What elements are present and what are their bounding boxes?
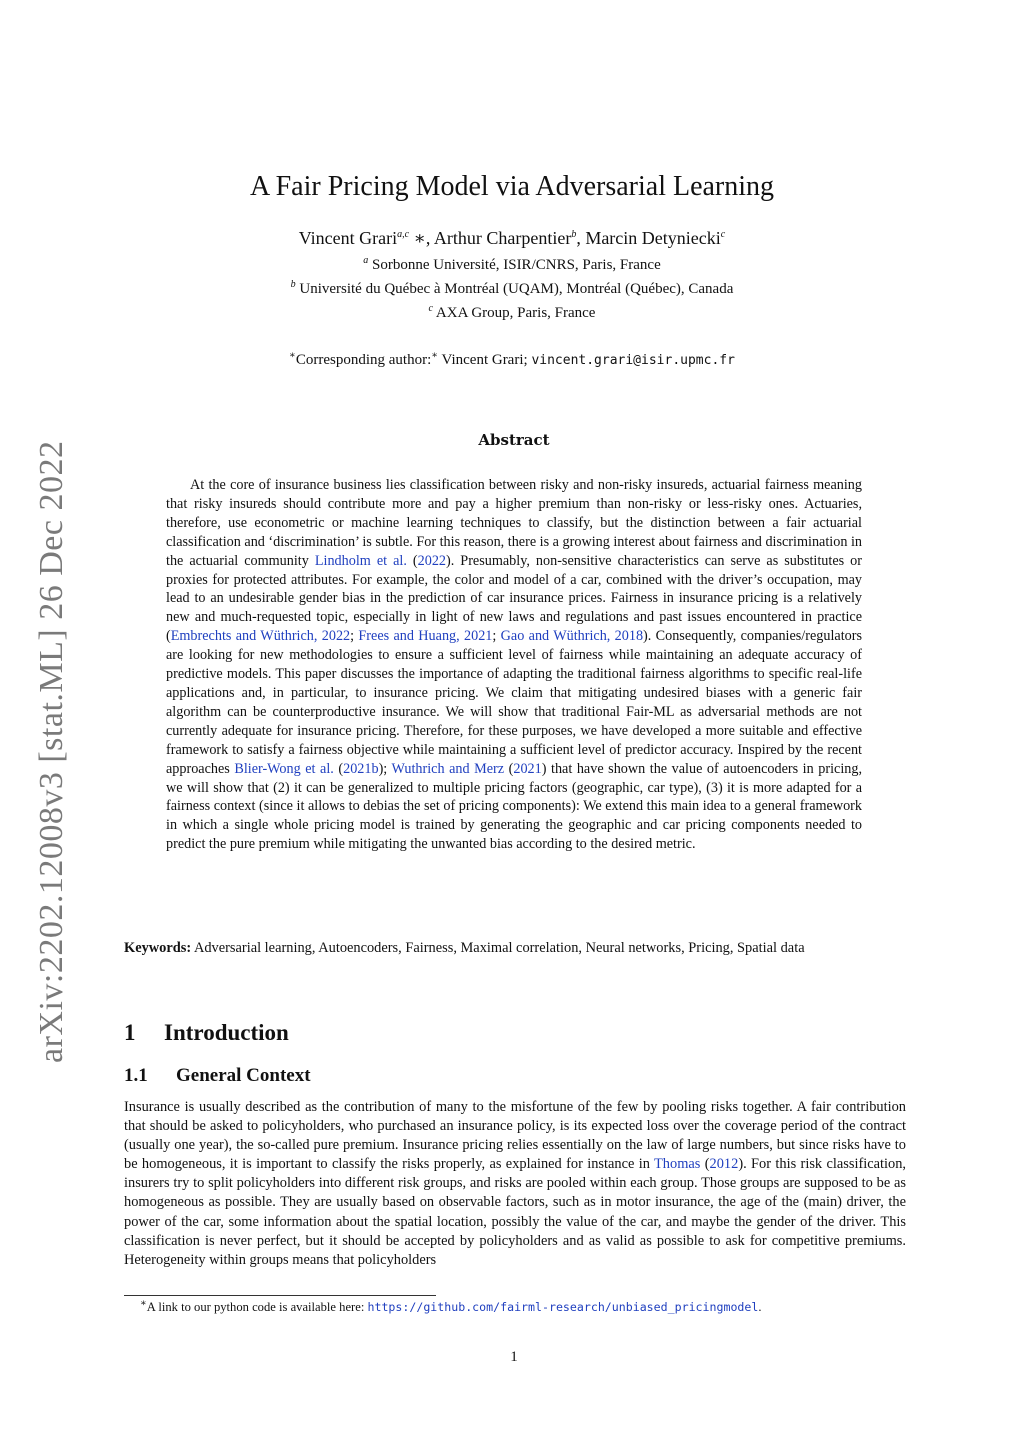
author-affil-mark: b	[571, 229, 577, 240]
section-heading	[124, 1020, 289, 1046]
footnote	[140, 1297, 762, 1315]
abstract-text: At the core of insurance business lies classification between risky and non-risky insureds, actuarial fairness meaning that risky insureds should contribute more and pay a higher premium than non-risky or less-risky ones. Actuaries, therefore, use econometric or machine learning techniques to classify, but the distinction between a fair actuarial classification and ‘discrimination’ is subtle. For this reason, there is a growing interest about fairness and discrimination in the actuarial community	[166, 477, 862, 569]
abstract-body: At the core of insurance business lies classification between risky and non-risky insureds, actuarial fairness meaning that risky insureds should contribute more and pay a higher premium than non-risky or less-risky ones. Actuaries, therefore, use econometric or machine learning techniques to classify, but the distinction between a fair actuarial classification and ‘discrimination’ is subtle. For this reason, there is a growing interest about fairness and discrimination in the actuarial community Lindholm et al. (2022). Presumably, non-sensitive characteristics can serve as substitutes or proxies for protected attributes. For example, the color and model of a car, combined with the driver’s occupation, may lead to an undesirable gender bias in the prediction of car insurance prices. Fairness in insurance pricing is a relatively new and much-requested topic, especially in light of new laws and regulations and past issues encountered in practice (Embrechts and Wüthrich, 2022; Frees and Huang, 2021; Gao and Wüthrich, 2018). Consequently, companies/regulators are looking for new methodologies to ensure a sufficient level of fairness while maintaining an adequate accuracy of predictive models. This paper discusses the importance of adapting the traditional fairness algorithms to specific real-life applications and, in particular, to insurance pricing. We claim that mitigating undesired biases with a generic fair algorithm can be counterproductive insurance. We will show that traditional Fair-ML as adversarial methods are not currently adequate for insurance pricing. Therefore, for these purposes, we have developed a more suitable and effective framework to satisfy a fairness objective while maintaining a sufficient level of predictor accuracy. Inspired by the recent approaches Blier-Wong et al. (2021b); Wuthrich and Merz (2021) that have shown the value of autoencoders in pricing, we will show that (2) it can be generalized to multiple pricing factors (geographic, car type), (3) it is more adapted for a fairness context (since it allows to debias the set of pricing components): We extend this main idea to a general framework in which a single whole pricing model is trained by generating the geographic and car pricing components needed to predict the pure premium while mitigating the unwanted bias according to the desired metric.	[166, 477, 862, 853]
page-number: 1	[510, 1349, 518, 1365]
author-corresponding-mark: ∗	[409, 228, 426, 248]
affiliation-mark: a	[363, 255, 369, 266]
citation-link[interactable]: Wuthrich and Merz	[391, 760, 505, 777]
body-text: Insurance is usually described as the contribution of many to the misfortune of the few by pooling risks together. A fair contribution that should be asked to policyholders, who purchased an insurance policy, is its expected loss over the coverage period of the contract (usually one year), the so-called pure premium. Insurance pricing relies essentially on the law of large numbers, but since risks have to be homogeneous, it is important to classify the risks properly, as explained for instance in	[124, 1099, 906, 1173]
author-name: Vincent Grari	[298, 228, 398, 248]
affiliation-text: Sorbonne Université, ISIR/CNRS, Paris, France	[372, 257, 661, 273]
body-text: . For this risk classification, insurers try to split policyholders into different risk groups, and risks are pooled within each group. Those groups are supposed to be as homogeneous as possible. They are usually based on observable factors, such as in motor insurance, the age of the (main) driver, the power of the car, some information about the spatial location, possibly the value of the car, and maybe the gender of the driver. This classification is never perfect, but it should be accepted by policyholders and as valid as possible to ask for competitive premiums. Heterogeneity within groups means that policyholders	[124, 1156, 906, 1268]
affiliation-mark: b	[290, 279, 296, 290]
paper-title: A Fair Pricing Model via Adversarial Learning	[249, 171, 775, 202]
affiliation-text: Université du Québec à Montréal (UQAM), Montréal (Québec), Canada	[299, 281, 734, 297]
affiliation	[0, 281, 1024, 298]
citation-year-link[interactable]: 2021b	[343, 760, 379, 777]
body-paragraph: Insurance is usually described as the contribution of many to the misfortune of the few by pooling risks together. A fair contribution that should be asked to policyholders, who purchased an insurance policy, is its expected loss over the coverage period of the contract (usually one year), the so-called pure premium. Insurance pricing relies essentially on the law of large numbers, but since risks have to be homogeneous, it is important to classify the risks properly, as explained for instance in Thomas (2012). For this risk classification, insurers try to split policyholders into different risk groups, and risks are pooled within each group. Those groups are supposed to be as homogeneous as possible. They are usually based on observable factors, such as in motor insurance, the age of the (main) driver, the power of the car, some information about the spatial location, possibly the value of the car, and maybe the gender of the driver. This classification is never perfect, but it should be accepted by policyholders and as valid as possible to ask for competitive premiums. Heterogeneity within groups means that policyholders	[124, 1099, 906, 1268]
abstract-text: that have shown the value of autoencoders in pricing, we will show that (2) it can be generalized to multiple pricing factors (geographic, car type), (3) it is more adapted for a fairness context (since it allows to debias the set of pricing components): We extend this main idea to a general framework in which a single whole pricing model is trained by generating the geographic and car pricing components needed to predict the pure premium while mitigating the unwanted bias according to the desired metric.	[166, 760, 862, 853]
corresponding-author	[0, 352, 1024, 369]
subsection-number: 1.1	[124, 1065, 148, 1086]
subsection-heading	[124, 1065, 311, 1087]
abstract-heading: Abstract	[478, 431, 550, 449]
citation-link[interactable]: Thomas	[654, 1156, 701, 1173]
footnote-mark: ∗	[140, 1297, 147, 1309]
corresponding-label: Corresponding author:	[295, 352, 432, 368]
author-affil-mark: c	[720, 229, 726, 240]
author-name: Arthur Charpentier	[433, 228, 572, 248]
citation-link[interactable]: Blier-Wong et al.	[234, 760, 334, 777]
citation-link[interactable]: Embrechts and Wüthrich, 2022	[170, 628, 351, 645]
affiliation	[0, 305, 1024, 322]
affiliation	[0, 257, 1024, 274]
citation-year-link[interactable]: 2021	[513, 760, 542, 777]
citation-year-link[interactable]: 2012	[709, 1156, 739, 1173]
author-list: Vincent Grari$^{a,c}$ ∗, Arthur Charpentier$^b$, Marcin Detyniecki$^c$	[298, 228, 726, 248]
citation-link[interactable]: Gao and Wüthrich, 2018	[500, 628, 644, 645]
footnote-text: A link to our python code is available here:	[146, 1300, 368, 1314]
keywords-text: Adversarial learning, Autoencoders, Fairness, Maximal correlation, Neural networks, Pricing, Spatial data	[191, 940, 805, 956]
footnote-rule	[124, 1295, 436, 1296]
arxiv-sidebar-stamp: arXiv:2202.12008v3 [stat.ML] 26 Dec 2022	[33, 440, 70, 1063]
corresponding-email[interactable]: vincent.grari@isir.upmc.fr	[531, 353, 735, 368]
abstract-text: ). Consequently, companies/regulators are looking for new methodologies to ensure a sufficient level of fairness while maintaining an adequate accuracy of predictive models. This paper discusses the importance of adapting the traditional fairness algorithms to specific real-life applications and, in particular, to insurance pricing. We claim that mitigating undesired biases with a generic fair algorithm can be counterproductive insurance. We will show that traditional Fair-ML as adversarial methods are not currently adequate for insurance pricing. Therefore, for these purposes, we have developed a more suitable and effective framework to satisfy a fairness objective while maintaining a sufficient level of predictor accuracy. Inspired by the recent approaches	[166, 628, 862, 777]
keywords	[124, 939, 906, 958]
citation-link[interactable]: Frees and Huang, 2021	[358, 628, 493, 645]
footnote-mark: ∗	[431, 350, 439, 361]
section-title: Introduction	[164, 1020, 289, 1045]
corresponding-prefix: ∗	[289, 350, 296, 361]
affiliation-text: AXA Group, Paris, France	[435, 305, 596, 321]
citation-year-link[interactable]: 2022	[417, 552, 446, 569]
footnote-end: .	[758, 1300, 762, 1314]
author-name: Marcin Detyniecki	[585, 228, 721, 248]
affiliation-mark: c	[428, 303, 433, 314]
citation-link[interactable]: Lindholm et al.	[314, 552, 407, 569]
section-number: 1	[124, 1020, 136, 1045]
corresponding-name: Vincent Grari;	[438, 352, 532, 368]
subsection-title: General Context	[176, 1065, 311, 1086]
abstract-text: . Presumably, non-sensitive characteristics can serve as substitutes or proxies for protected attributes. For example, the color and model of a car, combined with the driver’s occupation, may lead to an undesirable gender bias in the prediction of car insurance prices. Fairness in insurance pricing is a relatively new and much-requested topic, especially in light of new laws and regulations and past issues encountered in practice (	[166, 552, 862, 645]
keywords-label: Keywords:	[124, 940, 192, 956]
author-affil-mark: a,c	[397, 229, 410, 240]
code-link[interactable]: https://github.com/fairml-research/unbiased_pricingmodel	[367, 1300, 759, 1314]
